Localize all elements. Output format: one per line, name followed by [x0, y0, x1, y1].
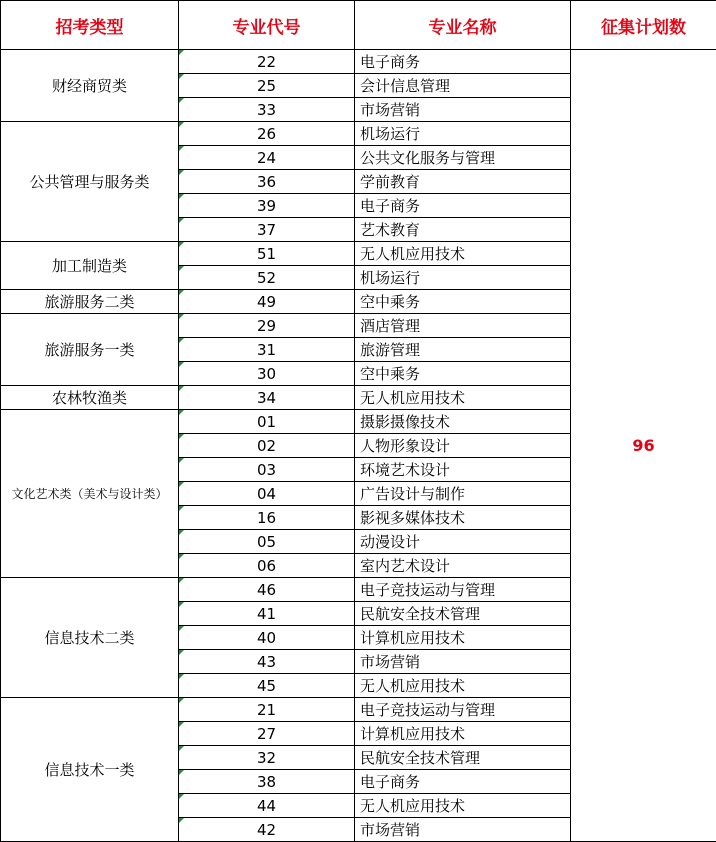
major-code-cell: 39	[179, 194, 355, 218]
major-code-cell: 41	[179, 602, 355, 626]
major-name-cell: 酒店管理	[355, 314, 571, 338]
major-code-cell: 46	[179, 578, 355, 602]
major-code-cell: 29	[179, 314, 355, 338]
major-code-cell: 38	[179, 770, 355, 794]
major-code-cell: 03	[179, 458, 355, 482]
table-body	[1, 50, 716, 842]
major-name-cell: 动漫设计	[355, 530, 571, 554]
major-name-cell: 电子商务	[355, 50, 571, 74]
major-name-cell: 摄影摄像技术	[355, 410, 571, 434]
major-name-cell: 市场营销	[355, 98, 571, 122]
major-code-cell: 30	[179, 362, 355, 386]
major-code-cell: 25	[179, 74, 355, 98]
major-code-cell: 42	[179, 818, 355, 842]
header-major-code: 专业代号	[179, 1, 355, 50]
major-name-cell: 学前教育	[355, 170, 571, 194]
major-name-cell: 无人机应用技术	[355, 794, 571, 818]
major-name-cell: 电子商务	[355, 194, 571, 218]
major-name-cell: 市场营销	[355, 650, 571, 674]
major-code-cell: 34	[179, 386, 355, 410]
major-name-cell: 计算机应用技术	[355, 626, 571, 650]
major-code-cell: 27	[179, 722, 355, 746]
table-header	[1, 1, 716, 50]
major-name-cell: 艺术教育	[355, 218, 571, 242]
category-cell: 农林牧渔类	[1, 386, 179, 410]
major-name-cell: 空中乘务	[355, 290, 571, 314]
major-name-cell: 空中乘务	[355, 362, 571, 386]
major-name-cell: 民航安全技术管理	[355, 602, 571, 626]
major-name-cell: 无人机应用技术	[355, 386, 571, 410]
major-code-cell: 40	[179, 626, 355, 650]
major-name-cell: 公共文化服务与管理	[355, 146, 571, 170]
category-cell: 旅游服务二类	[1, 290, 179, 314]
category-cell: 财经商贸类	[1, 50, 179, 122]
major-name-cell: 无人机应用技术	[355, 674, 571, 698]
major-name-cell: 电子商务	[355, 770, 571, 794]
major-name-cell: 影视多媒体技术	[355, 506, 571, 530]
header-row	[1, 1, 716, 50]
major-code-cell: 43	[179, 650, 355, 674]
major-name-cell: 市场营销	[355, 818, 571, 842]
category-cell: 信息技术二类	[1, 578, 179, 698]
major-code-cell: 05	[179, 530, 355, 554]
major-code-cell: 26	[179, 122, 355, 146]
major-code-cell: 21	[179, 698, 355, 722]
header-major-name: 专业名称	[355, 1, 571, 50]
major-code-cell: 16	[179, 506, 355, 530]
major-code-cell: 45	[179, 674, 355, 698]
major-code-cell: 37	[179, 218, 355, 242]
major-name-cell: 无人机应用技术	[355, 242, 571, 266]
major-code-cell: 44	[179, 794, 355, 818]
major-code-cell: 06	[179, 554, 355, 578]
category-cell: 加工制造类	[1, 242, 179, 290]
major-name-cell: 机场运行	[355, 122, 571, 146]
major-name-cell: 民航安全技术管理	[355, 746, 571, 770]
major-code-cell: 32	[179, 746, 355, 770]
major-name-cell: 人物形象设计	[355, 434, 571, 458]
major-code-cell: 01	[179, 410, 355, 434]
major-name-cell: 会计信息管理	[355, 74, 571, 98]
major-code-cell: 49	[179, 290, 355, 314]
major-code-cell: 31	[179, 338, 355, 362]
major-code-cell: 02	[179, 434, 355, 458]
header-plan-count: 征集计划数	[571, 1, 716, 50]
header-category: 招考类型	[1, 1, 179, 50]
major-code-cell: 51	[179, 242, 355, 266]
category-cell: 旅游服务一类	[1, 314, 179, 386]
major-name-cell: 广告设计与制作	[355, 482, 571, 506]
major-name-cell: 旅游管理	[355, 338, 571, 362]
table-row	[1, 50, 716, 74]
major-name-cell: 室内艺术设计	[355, 554, 571, 578]
category-cell: 公共管理与服务类	[1, 122, 179, 242]
category-cell: 文化艺术类（美术与设计类）	[1, 410, 179, 578]
major-name-cell: 电子竞技运动与管理	[355, 698, 571, 722]
major-code-cell: 52	[179, 266, 355, 290]
major-code-cell: 36	[179, 170, 355, 194]
major-code-cell: 33	[179, 98, 355, 122]
major-name-cell: 计算机应用技术	[355, 722, 571, 746]
major-code-cell: 24	[179, 146, 355, 170]
major-name-cell: 环境艺术设计	[355, 458, 571, 482]
category-cell: 信息技术一类	[1, 698, 179, 842]
major-code-cell: 04	[179, 482, 355, 506]
major-name-cell: 电子竞技运动与管理	[355, 578, 571, 602]
major-name-cell: 机场运行	[355, 266, 571, 290]
plan-count-cell: 96	[571, 50, 716, 842]
major-code-cell: 22	[179, 50, 355, 74]
